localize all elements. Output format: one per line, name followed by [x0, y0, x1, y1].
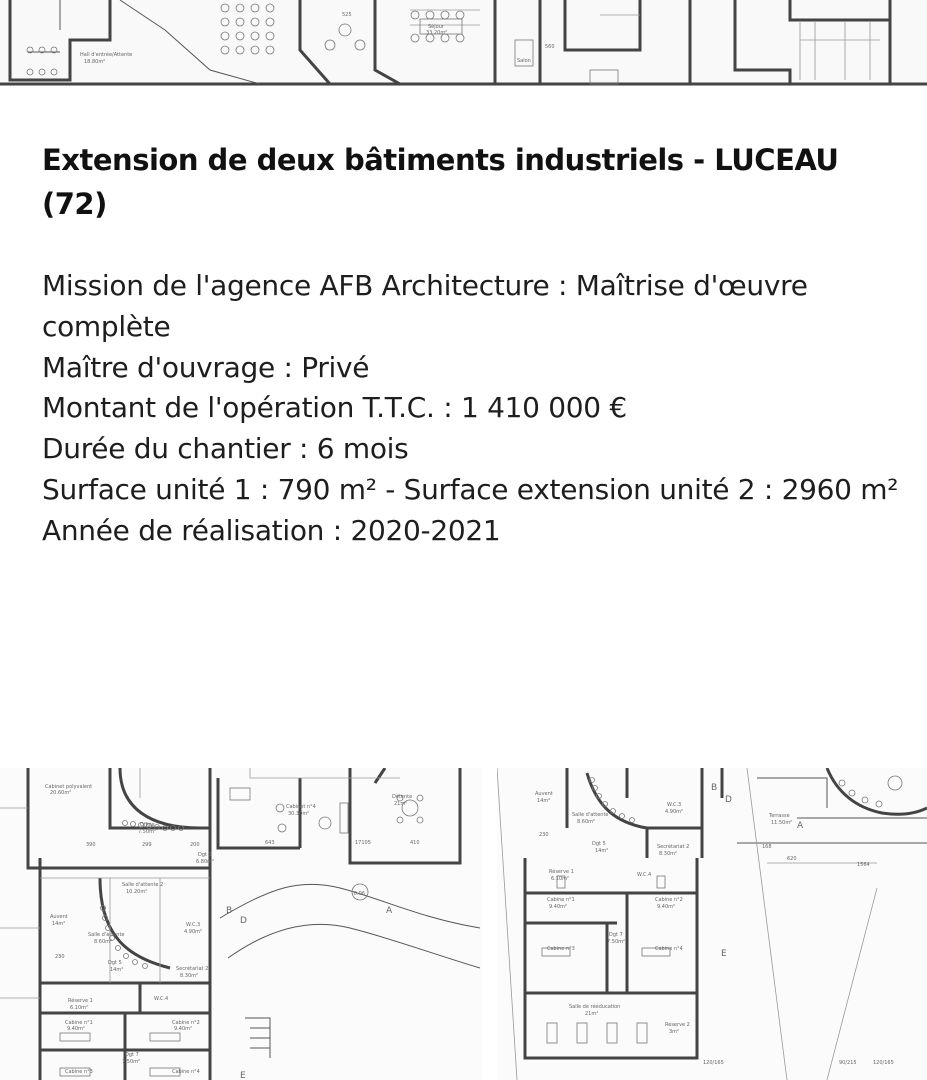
plan-left-label: Dgt 7 [125, 1052, 139, 1058]
plan-left-label: 299 [142, 842, 152, 848]
plan-left-label: 8.30m² [180, 973, 199, 979]
plan-left-label: 6.10m² [70, 1005, 89, 1011]
plan-right-label: 14m² [595, 848, 609, 854]
plan-right-label: 8.30m² [659, 851, 678, 857]
plan-left-label: Réserve 1 [68, 998, 93, 1004]
plan-right-label: Salle de rééducation [569, 1004, 621, 1010]
plan-right-label: Dgt 5 [592, 841, 606, 847]
plan-right-label: E [721, 949, 727, 959]
plan-right-label: 1564 [857, 862, 870, 868]
plan-right-label: Cabine n°2 [655, 897, 683, 903]
plan-right-label: D [725, 795, 732, 805]
detail-surface: Surface unité 1 : 790 m² - Surface extension unité 2 : 2960 m² [42, 472, 899, 506]
plan-left-label: -0.06 [352, 891, 365, 897]
detail-year: Année de réalisation : 2020-2021 [42, 513, 501, 547]
plan-left-label: Auvent [50, 914, 68, 920]
plan-left-label: 21m² [394, 801, 408, 807]
plan-right-label: 8.60m² [577, 819, 596, 825]
plan-right-label: Auvent [535, 791, 553, 797]
plan-right-label: W.C.4 [637, 872, 652, 878]
plan-left-label: 7.50m² [122, 1059, 141, 1065]
plan-left-label: 14m² [110, 967, 124, 973]
plan-right-label: A [797, 821, 804, 831]
plan-left-label: Cabinet n°4 [286, 804, 316, 810]
plan-left-label: B [226, 906, 233, 916]
plan-right-label: B [711, 783, 718, 793]
plan-left-label: 390 [86, 842, 96, 848]
plan-right-label: 6.10m² [551, 876, 570, 882]
floor-plan-bottom-left [0, 768, 482, 1080]
plan-right-label: Terrasse [769, 813, 790, 819]
plan-left-label: Dgt 5 [108, 960, 122, 966]
plan-left-label: 410 [410, 840, 420, 846]
plan-right-label: Secrétariat 2 [657, 844, 690, 850]
plan-left-label: A [386, 906, 393, 916]
plan-right-label: 120/165 [703, 1060, 724, 1066]
plan-right-label: 14m² [537, 798, 551, 804]
plan-left-label: Cabine n°3 [65, 1069, 93, 1075]
plan-left-label: 4.90m² [184, 929, 203, 935]
plan-left-label: Secrétariat 2 [176, 966, 209, 972]
plan-left-label: D [240, 916, 247, 926]
plan-right-label: 168 [762, 844, 772, 850]
plan-left-label: W.C.3 [186, 922, 201, 928]
detail-duration: Durée du chantier : 6 mois [42, 432, 409, 466]
plan-left-label: 14m² [52, 921, 66, 927]
plan-left-label: 6.80m² [196, 859, 215, 865]
plan-right-label: 9.40m² [549, 904, 568, 910]
plan-left-label: 9.40m² [174, 1026, 193, 1032]
plan-left-label: 8.60m² [94, 939, 113, 945]
plan-right-label: 3m² [669, 1029, 680, 1035]
plan-right-label: 9.40m² [657, 904, 676, 910]
plan-left-label: 230 [55, 954, 65, 960]
plan-left-label: Cabine n°1 [65, 1020, 93, 1026]
project-details [42, 266, 902, 552]
plan-top-label: Hall d'entrée/Attente [80, 52, 133, 58]
plan-right-label: 7.50m² [607, 939, 626, 945]
plan-left-label: Détente [392, 794, 413, 800]
plan-top-label: 33.20m² [426, 30, 448, 36]
plan-left-label: Dgt 3 [198, 852, 212, 858]
plan-left-label: Cabine n°2 [172, 1020, 200, 1026]
plan-top-label: 525 [342, 12, 352, 18]
plan-right-label: Salle d'attente [572, 812, 609, 818]
detail-mission: Mission de l'agence AFB Architecture : Maîtrise d'œuvre complète [42, 269, 808, 343]
plan-right-label: 620 [787, 856, 797, 862]
plan-top-label: Salon [517, 58, 531, 64]
project-title: Extension de deux bâtiments industriels - LUCEAU (72) [42, 143, 839, 221]
plan-right-label: Dgt 7 [609, 932, 623, 938]
plan-left-label: 10.20m² [126, 889, 148, 895]
plan-right-label: 230 [539, 832, 549, 838]
plan-right-label: Cabine n°1 [547, 897, 575, 903]
plan-left-label: Salle d'attente [88, 932, 125, 938]
plan-right-label: 90/215 [839, 1060, 857, 1066]
plan-right-label: Cabine n°4 [655, 946, 683, 952]
detail-client: Maître d'ouvrage : Privé [42, 350, 370, 384]
plan-left-label: 200 [190, 842, 200, 848]
plan-left-label: Cabinet polyvalent [45, 784, 93, 790]
plan-right-label: W.C.3 [667, 802, 682, 808]
plan-left-label: 9.40m² [67, 1026, 86, 1032]
plan-top-label: 560 [545, 44, 555, 50]
plan-left-label: Office [140, 822, 155, 828]
plan-right-label: 4.90m² [665, 809, 684, 815]
plan-left-label: Salle d'attente 2 [122, 882, 164, 888]
plan-left-label: 17105 [355, 840, 371, 846]
plan-top-label: 18.80m² [84, 59, 106, 65]
plan-left-label: 30.30m² [288, 811, 310, 817]
plan-left-label: 643 [265, 840, 275, 846]
floor-plan-bottom-right [497, 768, 927, 1080]
floor-plan-top [0, 0, 927, 86]
plan-top-label: Séjour [428, 24, 444, 30]
plan-right-label: Cabine n°3 [547, 946, 575, 952]
plan-left-label: Cabine n°4 [172, 1069, 200, 1075]
plan-right-label: 11.50m² [771, 820, 793, 826]
plan-left-label: W.C.4 [154, 996, 169, 1002]
plan-right-label: Réserve 1 [549, 869, 574, 875]
plan-left-label: E [240, 1071, 246, 1080]
plan-right-label: 21m² [585, 1011, 599, 1017]
project-info [42, 138, 902, 552]
plan-right-label: 120/165 [873, 1060, 894, 1066]
plan-left-label: 20.60m² [50, 790, 72, 796]
detail-amount: Montant de l'opération T.T.C. : 1 410 000 € [42, 391, 627, 425]
plan-right-label: Réserve 2 [665, 1022, 690, 1028]
plan-left-label: 7.50m² [138, 829, 157, 835]
